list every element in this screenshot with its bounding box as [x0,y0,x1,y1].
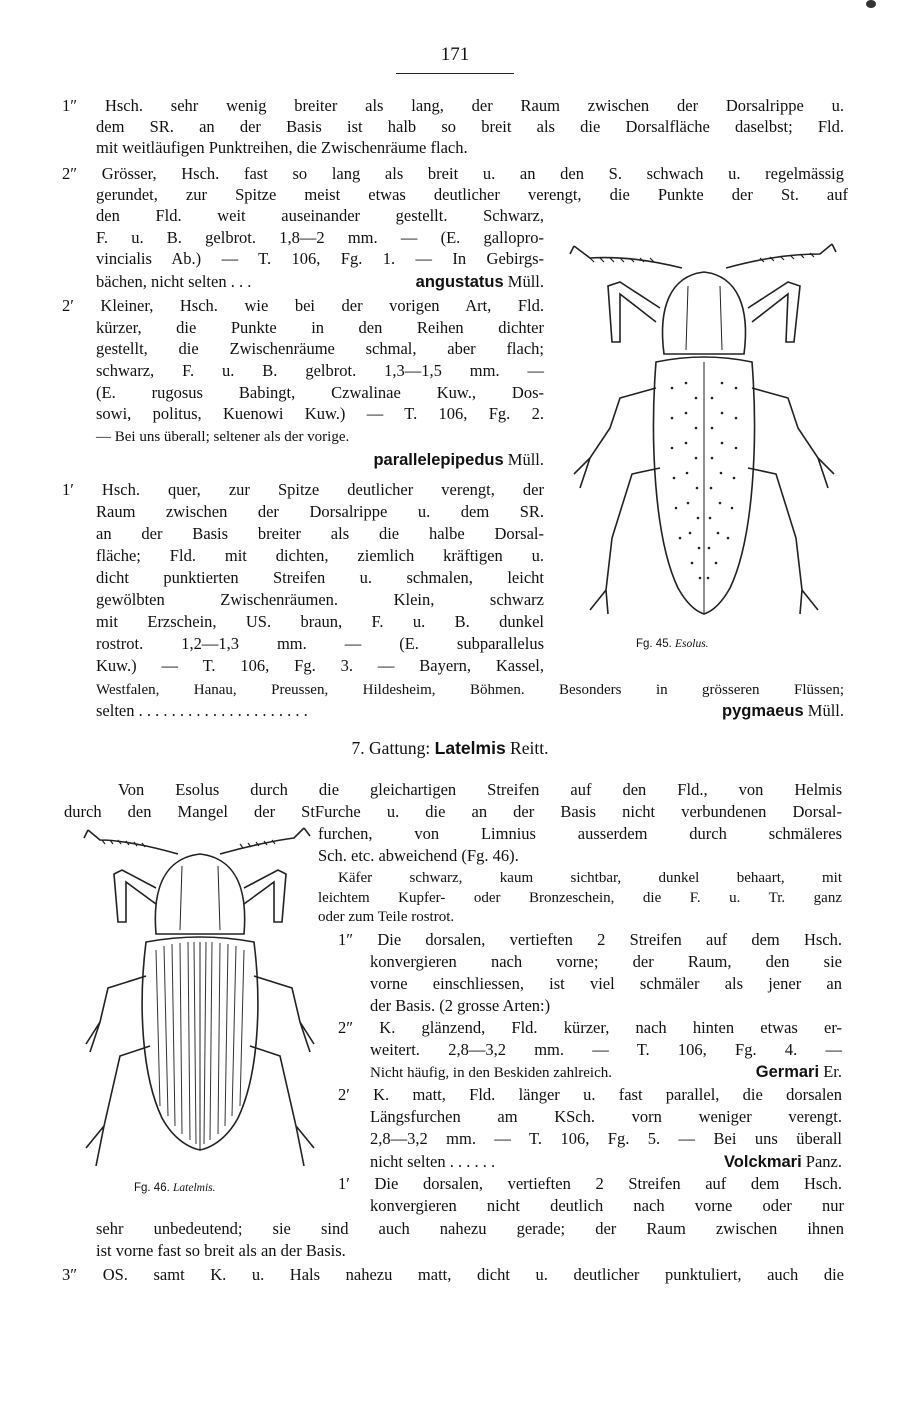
key-line-text: nicht selten . . . . . . [370,1152,496,1171]
intro-line: furchen, von Limnius ausserdem durch schmäleres [318,824,842,843]
esolus-beetle-illustration [560,238,850,648]
key-line: 2′ Kleiner, Hsch. wie bei der vorigen Art, Fld. [62,296,544,315]
key-line: an der Basis breiter als die halbe Dorsal- [96,524,544,543]
species-author: Müll. [807,701,844,720]
key-line: mit Erzschein, US. braun, F. u. B. dunkel [96,612,544,631]
figure-genus: Esolus. [675,638,709,650]
description-line: Käfer schwarz, kaum sichtbar, dunkel behaart, mit [338,870,842,886]
intro-line: durch den Mangel der StFurche u. die an der Basis nicht verbundenen Dorsal- [64,802,842,821]
key-line-text: bächen, nicht selten . . . [96,272,252,291]
genus-name: Latelmis [434,738,506,758]
intro-line: Von Esolus durch die gleichartigen Streifen auf den Fld., von Helmis [118,780,842,799]
key-line: — Bei uns überall; seltener als der vorige. [96,429,350,445]
key-line [96,701,844,721]
key-line: fläche; Fld. mit dichten, ziemlich kräftigen u. [96,546,544,565]
species-name: parallelepipedus [373,451,504,469]
key-line: 1′ Die dorsalen, vertieften 2 Streifen auf dem Hsch. [338,1174,842,1193]
key-line: mit weitläufigen Punktreihen, die Zwischenräume flach. [96,138,468,157]
genus-prefix: 7. Gattung: [351,738,431,758]
key-line: gerundet, zur Spitze meist etwas deutlicher verengt, die Punkte der St. auf [96,185,848,204]
key-line: der Basis. (2 grosse Arten:) [370,996,551,1015]
species-author: Müll. [507,272,544,291]
species-author: Müll. [507,450,544,469]
key-line: Kuw.) — T. 106, Fg. 3. — Bayern, Kassel, [96,656,544,675]
key-line: sehr unbedeutend; sie sind auch nahezu gerade; der Raum zwischen ihnen [96,1219,844,1238]
key-line: F. u. B. gelbrot. 1,8—2 mm. — (E. gallopro- [96,228,544,247]
key-line: dicht punktierten Streifen u. schmalen, leicht [96,568,544,587]
key-line-text: Nicht häufig, in den Beskiden zahlreich. [370,1065,613,1081]
figure-label: Fg. 46. [134,1182,170,1194]
figure-caption [134,1182,216,1194]
key-line: dem SR. an der Basis ist halb so breit als die Dorsalfläche daselbst; Fld. [96,117,844,136]
description-line: oder zum Teile rostrot. [318,909,455,925]
latelmis-beetle-illustration [80,826,320,1178]
key-line: sowi, politus, Kuenowi Kuw.) — T. 106, Fg. 2. [96,404,544,423]
genus-heading [0,738,900,758]
page-number-rule [396,73,514,74]
key-line: weitert. 2,8—3,2 mm. — T. 106, Fg. 4. — [370,1040,842,1059]
key-line: den Fld. weit auseinander gestellt. Schwarz, [96,206,544,225]
key-line: 2,8—3,2 mm. — T. 106, Fg. 5. — Bei uns überall [370,1129,842,1148]
key-line: vorne einschliessen, ist viel schmäler als jener an [370,974,842,993]
key-line: schwarz, F. u. B. gelbrot. 1,3—1,5 mm. — [96,361,544,380]
intro-line: Sch. etc. abweichend (Fg. 46). [318,846,519,865]
species-name: Volckmari [724,1153,802,1171]
species-author: Panz. [805,1152,842,1171]
figure-genus: Latelmis. [173,1182,216,1194]
ink-spot [866,0,876,8]
species-name: angustatus [415,273,504,291]
key-line: konvergieren nicht deutlich nach vorne oder nur [370,1196,844,1215]
species-name: pygmaeus [722,702,804,720]
page-number: 171 [440,44,470,65]
key-line: ist vorne fast so breit als an der Basis. [96,1241,346,1260]
key-line: 2″ Grösser, Hsch. fast so lang als breit u. an den S. schwach u. regelmässig [62,164,844,183]
description-line: leichtem Kupfer- oder Bronzeschein, die F. u. Tr. ganz [318,890,842,906]
key-line: konvergieren nach vorne; der Raum, den sie [370,952,842,971]
key-line [370,1062,842,1083]
key-line: 2′ K. matt, Fld. länger u. fast parallel, die dorsalen [338,1085,842,1104]
key-line: rostrot. 1,2—1,3 mm. — (E. subparallelus [96,634,544,653]
key-line [96,272,544,292]
key-line: Längsfurchen am KSch. vorn weniger verengt. [370,1107,842,1126]
key-line: 1″ Die dorsalen, vertieften 2 Streifen auf dem Hsch. [338,930,842,949]
key-line: (E. rugosus Babingt, Czwalinae Kuw., Dos- [96,383,544,402]
key-line: 1′ Hsch. quer, zur Spitze deutlicher verengt, der [62,480,544,499]
figure-caption [636,638,709,650]
key-line: Westfalen, Hanau, Preussen, Hildesheim, Böhmen. Besonders in grösseren Flüssen; [96,682,844,698]
species-name: Germari [755,1063,820,1081]
figure-label: Fg. 45. [636,638,672,650]
key-line: vincialis Ab.) — T. 106, Fg. 1. — In Gebirgs- [96,249,544,268]
key-line: Raum zwischen der Dorsalrippe u. dem SR. [96,502,544,521]
species-author: Er. [823,1062,842,1081]
key-line [96,450,544,470]
key-line: kürzer, die Punkte in den Reihen dichter [96,318,544,337]
genus-author: Reitt. [510,738,549,758]
key-line: 1″ Hsch. sehr wenig breiter als lang, der Raum zwischen der Dorsalrippe u. [62,96,844,115]
key-line [370,1152,842,1172]
key-line: 3″ OS. samt K. u. Hals nahezu matt, dicht u. deutlicher punktuliert, auch die [62,1265,844,1284]
key-line: gestellt, die Zwischenräume schmal, aber flach; [96,339,544,358]
key-line: gewölbten Zwischenräumen. Klein, schwarz [96,590,544,609]
key-line-text: selten . . . . . . . . . . . . . . . . . . . . . [96,701,308,720]
key-line: 2″ K. glänzend, Fld. kürzer, nach hinten etwas er- [338,1018,842,1037]
